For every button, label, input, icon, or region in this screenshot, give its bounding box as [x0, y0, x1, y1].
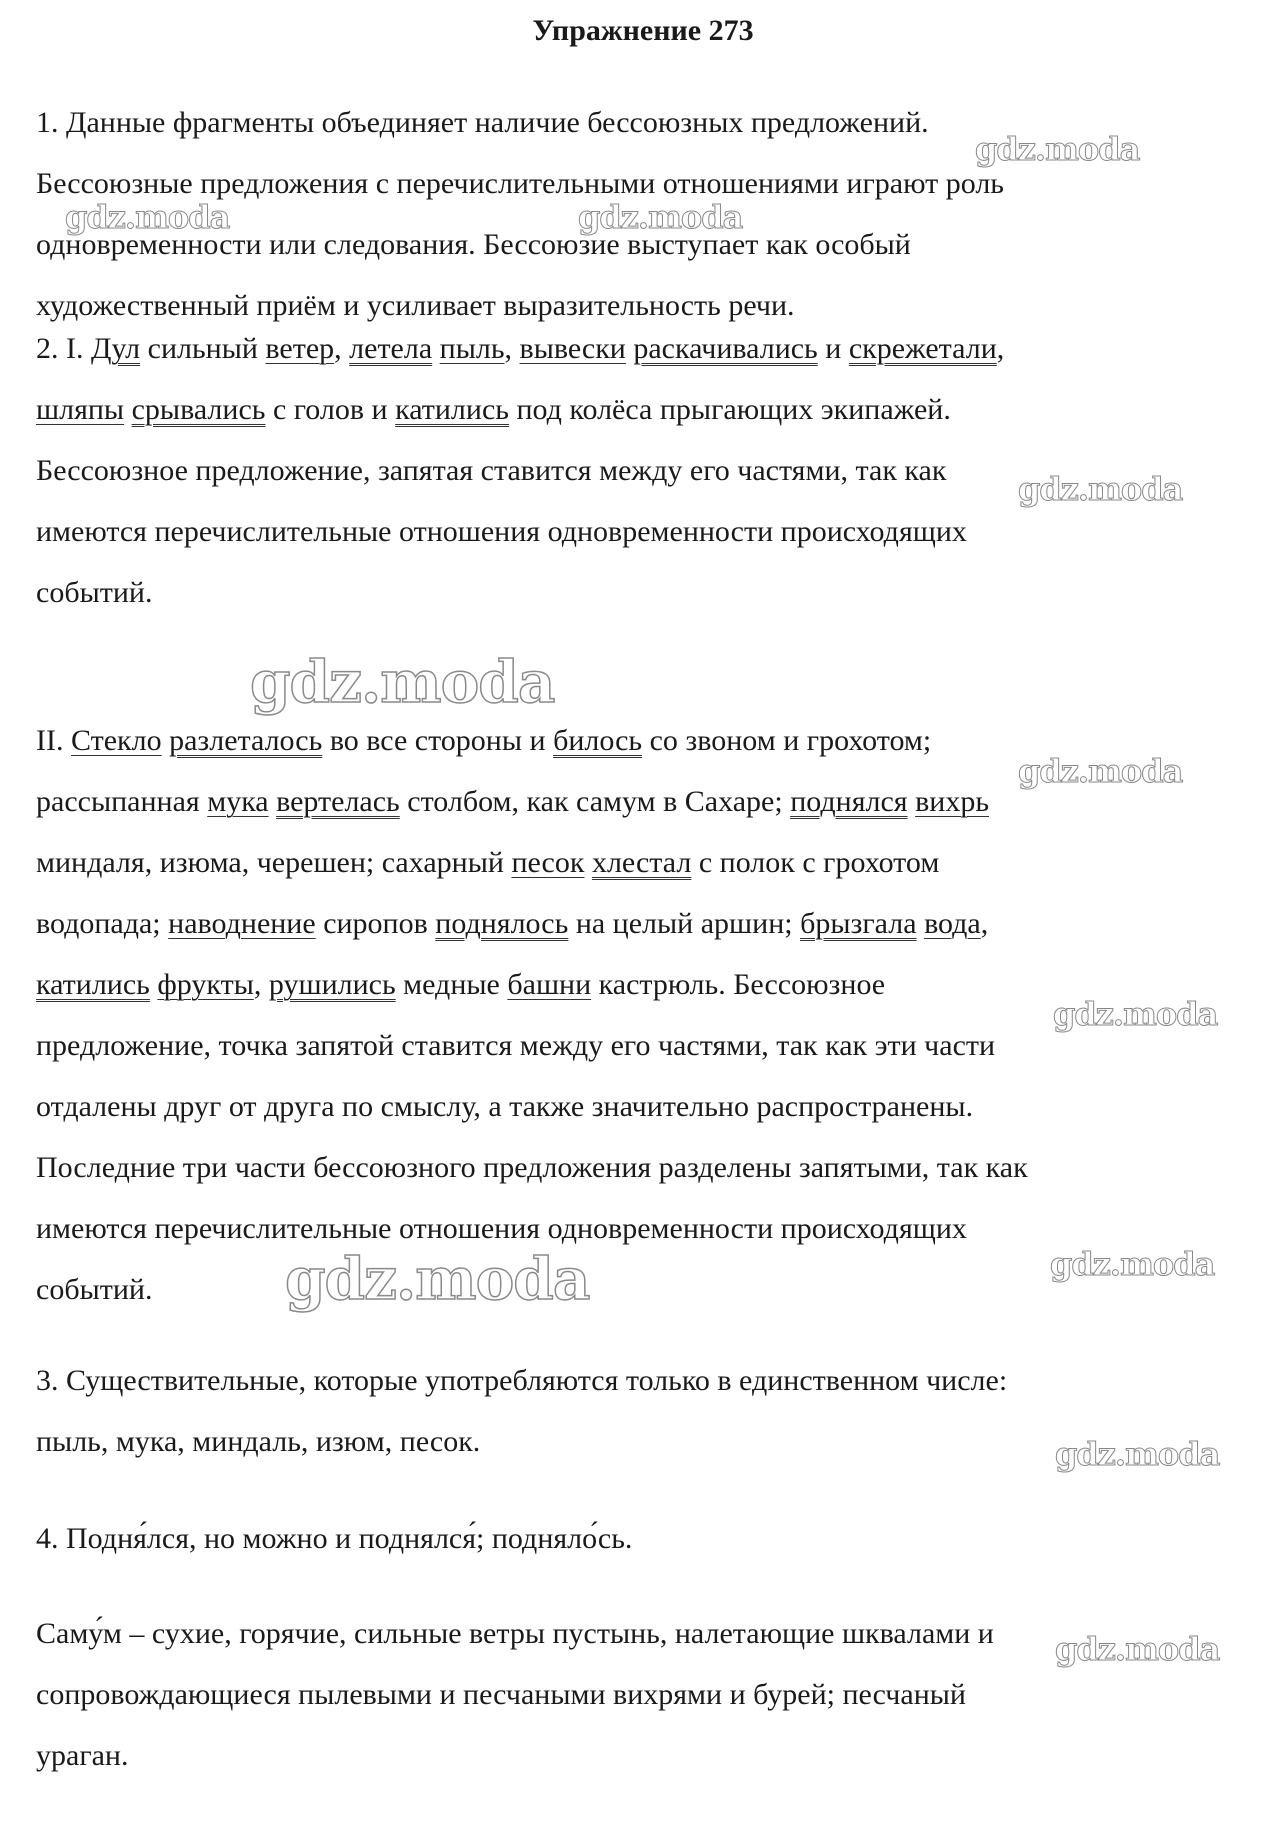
subject: песок	[511, 846, 585, 879]
predicate: катились	[36, 968, 150, 1001]
watermark: gdz.moda	[1018, 752, 1183, 790]
text-line: Последние три части бессоюзного предложения разделены запятыми, так как	[36, 1151, 1028, 1184]
predicate: вертелась	[276, 785, 400, 818]
predicate: хлестал	[591, 846, 692, 879]
text-line: катились фрукты, рушились медные башни кастрюль. Бессоюзное	[36, 968, 886, 1001]
text-line: одновременности или следования. Бессоюзие выступает как особый	[36, 228, 911, 261]
subject: вывески	[519, 332, 626, 365]
paragraph-3	[36, 710, 1236, 1320]
text-line: 3. Существительные, которые употребляются только в единственном числе:	[36, 1364, 1008, 1397]
paragraph-6	[36, 1603, 1236, 1786]
watermark: gdz.moda	[250, 648, 555, 716]
text-line: шляпы срывались с голов и катились под колёса прыгающих экипажей.	[36, 393, 951, 426]
subject: наводнение	[168, 907, 316, 940]
predicate: рушились	[268, 968, 396, 1001]
watermark: gdz.moda	[65, 198, 230, 236]
predicate: катились	[395, 393, 509, 426]
paragraph-2	[36, 318, 1236, 623]
subject: вихрь	[915, 785, 989, 818]
subject: ветер	[265, 332, 335, 365]
paragraph-1	[36, 92, 1236, 336]
predicate: срывались	[131, 393, 266, 426]
predicate: раскачивались	[633, 332, 818, 365]
text-line: имеются перечислительные отношения одновременности происходящих	[36, 1212, 967, 1245]
exercise-title: Упражнение 273	[532, 14, 754, 47]
predicate: разлеталось	[169, 724, 323, 757]
text-line: событий.	[36, 576, 153, 609]
subject: шляпы	[36, 393, 125, 426]
predicate: скрежетали	[848, 332, 997, 365]
text-line: художественный приём и усиливает выразительность речи.	[36, 289, 795, 322]
watermark: gdz.moda	[1055, 1630, 1220, 1668]
watermark: gdz.moda	[1018, 470, 1183, 508]
subject: вода	[924, 907, 981, 940]
text-line: ураган.	[36, 1739, 129, 1772]
text-line: Саму́м – сухие, горячие, сильные ветры пустынь, налетающие шквалами и	[36, 1617, 994, 1650]
text-line: Бессоюзное предложение, запятая ставится между его частями, так как	[36, 454, 947, 487]
text-line: водопада; наводнение сиропов поднялось на целый аршин; брызгала вода,	[36, 907, 989, 940]
predicate: поднялся	[790, 785, 908, 818]
text-line: Бессоюзные предложения с перечислительными отношениями играют роль	[36, 167, 1004, 200]
paragraph-5	[36, 1508, 1236, 1569]
text-line: 1. Данные фрагменты объединяет наличие бессоюзных предложений.	[36, 106, 929, 139]
text-line: сопровождающиеся пылевыми и песчаными вихрями и бурей; песчаный	[36, 1678, 966, 1711]
paragraph-4	[36, 1350, 1236, 1472]
watermark: gdz.moda	[285, 1245, 590, 1313]
text-line: событий.	[36, 1273, 153, 1306]
watermark: gdz.moda	[578, 198, 743, 236]
text-line: 4. Подня́лся, но можно и поднялся́; подняло́сь.	[36, 1522, 633, 1555]
text-line: 2. I. Дул сильный ветер, летела пыль, вывески раскачивались и скрежетали,	[36, 332, 1005, 365]
text-line: миндаля, изюма, черешен; сахарный песок хлестал с полок с грохотом	[36, 846, 940, 879]
watermark: gdz.moda	[1055, 1435, 1220, 1473]
text-line: имеются перечислительные отношения одновременности происходящих	[36, 515, 967, 548]
subject: фрукты	[157, 968, 254, 1001]
predicate: Дул	[91, 332, 141, 365]
subject: пыль	[439, 332, 505, 365]
text-line: пыль, мука, миндаль, изюм, песок.	[36, 1425, 481, 1458]
subject: башни	[507, 968, 592, 1001]
watermark: gdz.moda	[975, 130, 1140, 168]
predicate: летела	[349, 332, 433, 365]
watermark: gdz.moda	[1053, 995, 1218, 1033]
text-line: предложение, точка запятой ставится между его частями, так как эти части	[36, 1029, 996, 1062]
subject: мука	[207, 785, 269, 818]
text-line: отдалены друг от друга по смыслу, а также значительно распространены.	[36, 1090, 974, 1123]
predicate: поднялось	[435, 907, 569, 940]
predicate: брызгала	[800, 907, 917, 940]
predicate: билось	[553, 724, 643, 757]
subject: Стекло	[70, 724, 162, 757]
text-line: II. Стекло разлеталось во все стороны и билось со звоном и грохотом;	[36, 724, 932, 757]
watermark: gdz.moda	[1050, 1245, 1215, 1283]
text-line: рассыпанная мука вертелась столбом, как самум в Сахаре; поднялся вихрь	[36, 785, 989, 818]
